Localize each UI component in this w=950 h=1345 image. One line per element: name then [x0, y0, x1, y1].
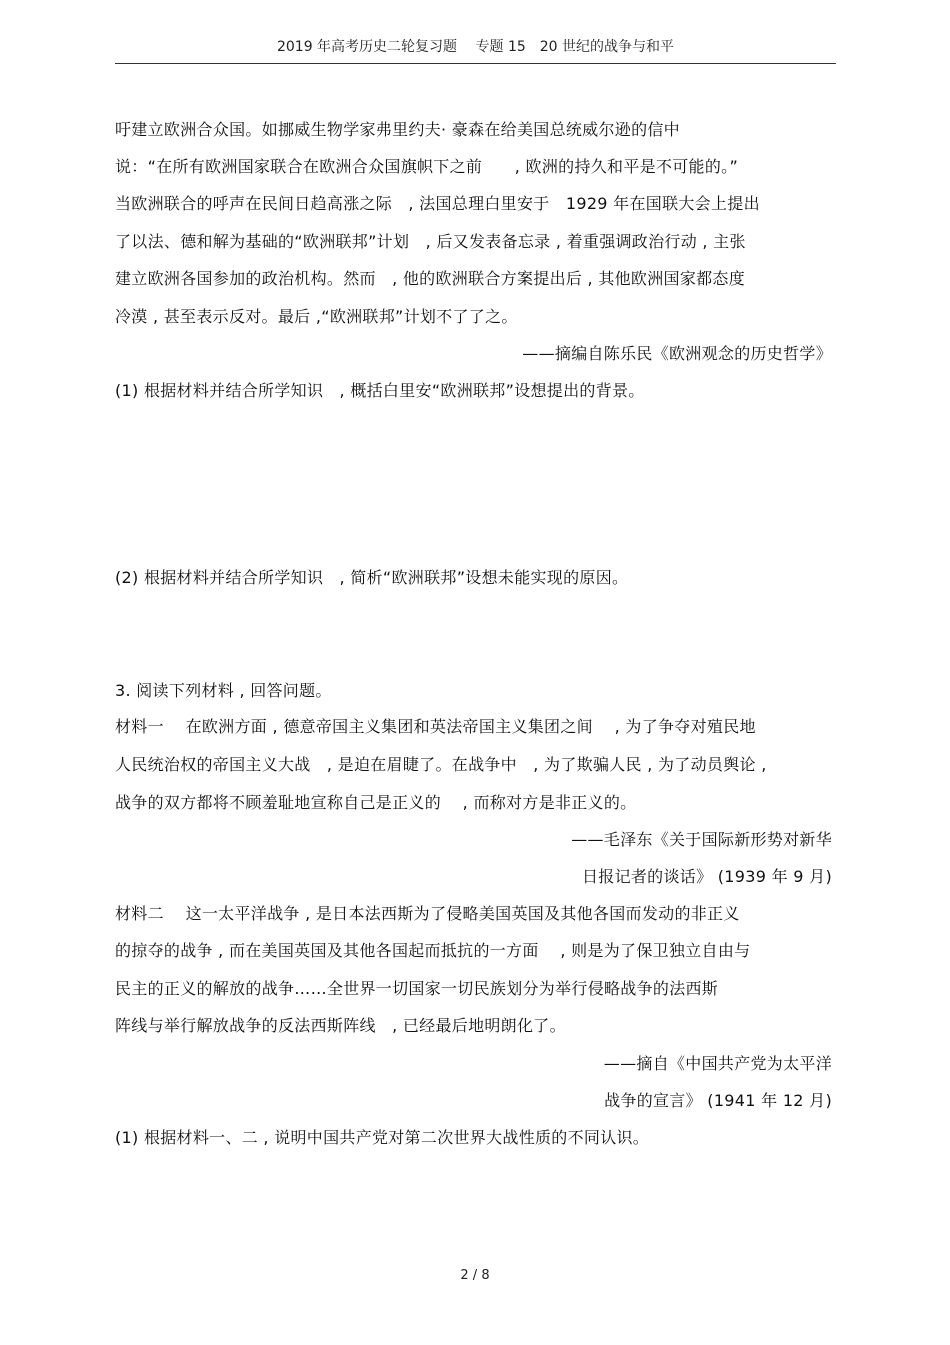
page-number: 2 / 8 [460, 1268, 490, 1283]
body-line: 民主的正义的解放的战争……全世界一切国家一切民族划分为举行侵略战争的法西斯 [115, 979, 719, 998]
citation: 日报记者的谈话》 (1939 年 9 月) [581, 867, 832, 886]
question-heading: 3. 阅读下列材料 , 回答问题。 [115, 681, 332, 700]
running-header: 2019 年高考历史二轮复习题 专题 15 20 世纪的战争与和平 [276, 39, 675, 55]
citation: ——摘自《中国共产党为太平洋 [603, 1054, 832, 1073]
header-divider [115, 63, 836, 64]
citation: ——摘编自陈乐民《欧洲观念的历史哲学》 [522, 344, 832, 363]
body-line: 了以法、德和解为基础的“欧洲联邦”计划 , 后又发表备忘录 , 着重强调政治行动 , 主张 [115, 232, 746, 251]
body-line: 说：“在所有欧洲国家联合在欧洲合众国旗帜下之前 , 欧洲的持久和平是不可能的。” [115, 157, 739, 176]
body-line: 吁建立欧洲合众国。如挪威生物学家弗里约夫· 豪森在给美国总统威尔逊的信中 [115, 120, 680, 139]
citation: ——毛泽东《关于国际新形势对新华 [571, 830, 832, 849]
body-line: 当欧洲联合的呼声在民间日趋高涨之际 , 法国总理白里安于 1929 年在国联大会上提出 [115, 194, 760, 213]
body-line: 材料一 在欧洲方面 , 德意帝国主义集团和英法帝国主义集团之间 , 为了争夺对殖民地 [115, 717, 756, 736]
citation: 战争的宣言》 (1941 年 12 月) [604, 1091, 832, 1110]
body-line: 冷漠 , 甚至表示反对。最后 ,“欧洲联邦”计划不了了之。 [115, 307, 518, 326]
body-line: 战争的双方都将不顾羞耻地宣称自己是正义的 , 而称对方是非正义的。 [115, 793, 637, 812]
question-1: (1) 根据材料一、二 , 说明中国共产党对第二次世界大战性质的不同认识。 [115, 1128, 650, 1147]
question-2: (2) 根据材料并结合所学知识 , 简析“欧洲联邦”设想未能实现的原因。 [115, 568, 629, 587]
body-line: 建立欧洲各国参加的政治机构。然而 , 他的欧洲联合方案提出后 , 其他欧洲国家都态度 [115, 269, 746, 288]
body-line: 人民统治权的帝国主义大战 , 是迫在眉睫了。在战争中 , 为了欺骗人民 , 为了动员舆论 , [115, 755, 767, 774]
body-line: 的掠夺的战争 , 而在美国英国及其他各国起而抵抗的一方面 , 则是为了保卫独立自由与 [115, 941, 751, 960]
body-line: 材料二 这一太平洋战争 , 是日本法西斯为了侵略美国英国及其他各国而发动的非正义 [115, 904, 740, 923]
question-1: (1) 根据材料并结合所学知识 , 概括白里安“欧洲联邦”设想提出的背景。 [115, 381, 645, 400]
body-line: 阵线与举行解放战争的反法西斯阵线 , 已经最后地明朗化了。 [115, 1016, 566, 1035]
